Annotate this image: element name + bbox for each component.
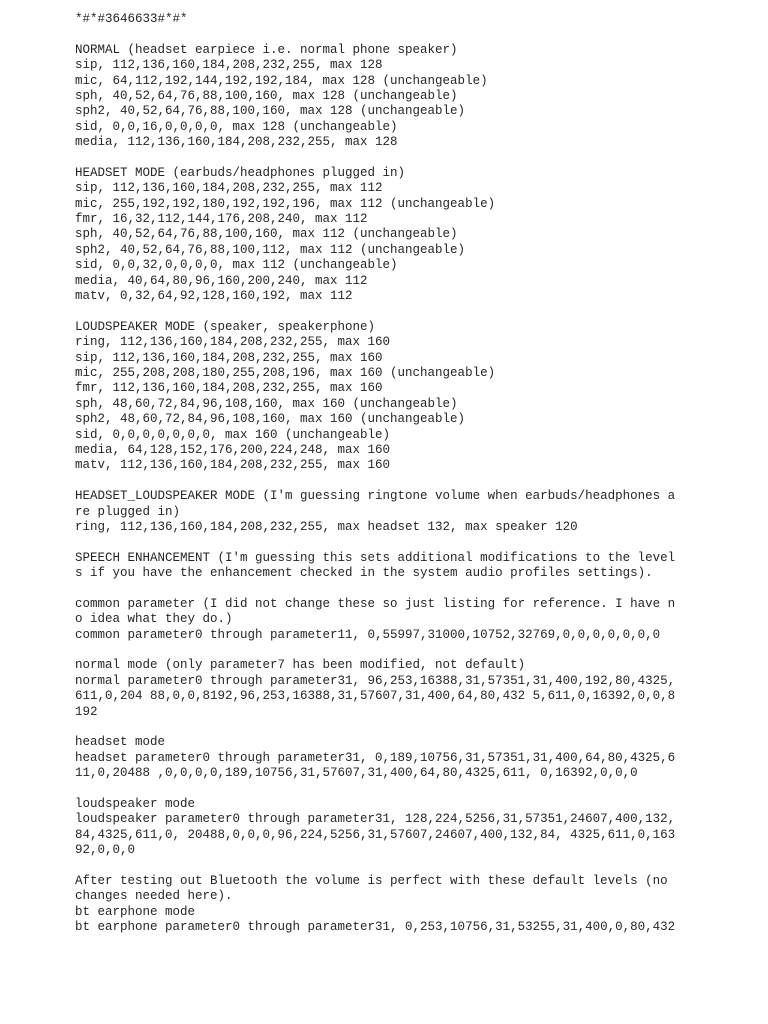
text-line: 84,4325,611,0, 20488,0,0,0,96,224,5256,31,57607,24607,400,132,84, 4325,611,0,163 — [75, 827, 676, 842]
text-line: matv, 112,136,160,184,208,232,255, max 160 — [75, 458, 391, 473]
spacer — [75, 782, 755, 797]
text-line: re plugged in) — [75, 504, 181, 519]
section-0 — [75, 43, 755, 151]
sections-container — [75, 43, 755, 936]
text-line: media, 40,64,80,96,160,200,240, max 112 — [75, 273, 368, 288]
spacer — [75, 151, 755, 166]
spacer — [75, 535, 755, 550]
spacer — [75, 720, 755, 735]
text-line: sph, 40,52,64,76,88,100,160, max 112 (unchangeable) — [75, 227, 458, 242]
section-heading: headset mode — [75, 735, 166, 750]
spacer — [75, 581, 755, 596]
section-heading: HEADSET MODE (earbuds/headphones plugged in) — [75, 165, 406, 180]
text-line: sip, 112,136,160,184,208,232,255, max 112 — [75, 181, 383, 196]
text-line: ring, 112,136,160,184,208,232,255, max headset 132, max speaker 120 — [75, 519, 578, 534]
text-line: 92,0,0,0 — [75, 843, 136, 858]
document-body — [75, 12, 755, 935]
text-line: sip, 112,136,160,184,208,232,255, max 128 — [75, 58, 383, 73]
text-line: 11,0,20488 ,0,0,0,0,189,10756,31,57607,31,400,64,80,4325,611, 0,16392,0,0,0 — [75, 766, 638, 781]
section-5 — [75, 597, 755, 643]
section-heading: common parameter (I did not change these so just listing for reference. I have n — [75, 596, 676, 611]
section-heading: normal mode (only parameter7 has been modified, not default) — [75, 658, 526, 673]
spacer — [75, 304, 755, 319]
text-line: headset parameter0 through parameter31, 0,189,10756,31,57351,31,400,64,80,4325,6 — [75, 750, 676, 765]
text-line: 611,0,204 88,0,0,8192,96,253,16388,31,57607,31,400,64,80,432 5,611,0,16392,0,0,8 — [75, 689, 676, 704]
text-line: loudspeaker parameter0 through parameter31, 128,224,5256,31,57351,24607,400,132, — [75, 812, 676, 827]
text-line: o idea what they do.) — [75, 612, 233, 627]
text-line: media, 112,136,160,184,208,232,255, max 128 — [75, 135, 398, 150]
section-heading: After testing out Bluetooth the volume is perfect with these default levels (no — [75, 873, 668, 888]
spacer — [75, 474, 755, 489]
text-line: sph, 48,60,72,84,96,108,160, max 160 (unchangeable) — [75, 396, 458, 411]
text-line: sph2, 40,52,64,76,88,100,160, max 128 (unchangeable) — [75, 104, 466, 119]
text-line: normal parameter0 through parameter31, 96,253,16388,31,57351,31,400,192,80,4325, — [75, 673, 676, 688]
spacer — [75, 858, 755, 873]
spacer — [75, 643, 755, 658]
section-heading: loudspeaker mode — [75, 796, 196, 811]
text-line: media, 64,128,152,176,200,224,248, max 160 — [75, 442, 391, 457]
section-7 — [75, 735, 755, 781]
text-line: fmr, 16,32,112,144,176,208,240, max 112 — [75, 212, 368, 227]
text-line: sid, 0,0,16,0,0,0,0, max 128 (unchangeable) — [75, 119, 398, 134]
text-line: sip, 112,136,160,184,208,232,255, max 160 — [75, 350, 383, 365]
text-line: bt earphone parameter0 through parameter31, 0,253,10756,31,53255,31,400,0,80,432 — [75, 920, 676, 935]
text-line: sid, 0,0,32,0,0,0,0, max 112 (unchangeable) — [75, 258, 398, 273]
text-line: common parameter0 through parameter11, 0,55997,31000,10752,32769,0,0,0,0,0,0,0 — [75, 627, 661, 642]
text-line: changes needed here). — [75, 889, 233, 904]
text-line: 192 — [75, 704, 98, 719]
text-line: ring, 112,136,160,184,208,232,255, max 160 — [75, 335, 391, 350]
spacer — [75, 27, 755, 42]
section-9 — [75, 874, 755, 936]
header-code: *#*#3646633#*#* — [75, 12, 188, 26]
section-heading: NORMAL (headset earpiece i.e. normal phone speaker) — [75, 42, 458, 57]
section-8 — [75, 797, 755, 859]
section-heading: LOUDSPEAKER MODE (speaker, speakerphone) — [75, 319, 376, 334]
text-line: mic, 255,192,192,180,192,192,196, max 112 (unchangeable) — [75, 196, 496, 211]
section-6 — [75, 658, 755, 720]
section-1 — [75, 166, 755, 305]
section-heading: HEADSET_LOUDSPEAKER MODE (I'm guessing ringtone volume when earbuds/headphones a — [75, 489, 676, 504]
text-line: matv, 0,32,64,92,128,160,192, max 112 — [75, 289, 353, 304]
text-line: bt earphone mode — [75, 904, 196, 919]
text-line: sph, 40,52,64,76,88,100,160, max 128 (unchangeable) — [75, 88, 458, 103]
text-line: sph2, 40,52,64,76,88,100,112, max 112 (unchangeable) — [75, 242, 466, 257]
section-3 — [75, 489, 755, 535]
text-line: s if you have the enhancement checked in the system audio profiles settings). — [75, 566, 653, 581]
section-2 — [75, 320, 755, 474]
text-line: sph2, 48,60,72,84,96,108,160, max 160 (unchangeable) — [75, 412, 466, 427]
text-line: fmr, 112,136,160,184,208,232,255, max 160 — [75, 381, 383, 396]
text-line: mic, 255,208,208,180,255,208,196, max 160 (unchangeable) — [75, 365, 496, 380]
section-4 — [75, 551, 755, 582]
text-line: mic, 64,112,192,144,192,192,184, max 128 (unchangeable) — [75, 73, 488, 88]
text-line: sid, 0,0,0,0,0,0,0, max 160 (unchangeable) — [75, 427, 391, 442]
section-heading: SPEECH ENHANCEMENT (I'm guessing this sets additional modifications to the level — [75, 550, 676, 565]
